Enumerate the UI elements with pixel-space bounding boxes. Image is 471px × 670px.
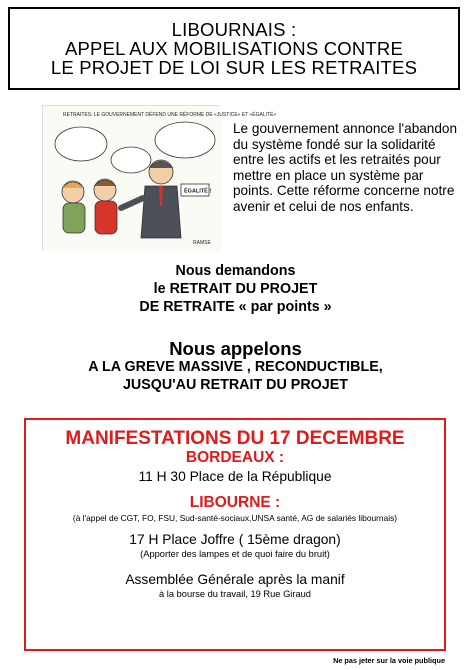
demand-line-3: DE RETRAITE « par points » [139, 299, 332, 315]
title-line-2: APPEL AUX MOBILISATIONS CONTRE [64, 38, 404, 59]
title-line-1: LIBOURNAIS : [171, 19, 297, 40]
cartoon-tag: ÉGALITÉ ! [184, 188, 212, 195]
cartoon-signature: RAMSE [193, 240, 211, 246]
cartoon-illustration [42, 105, 277, 250]
demand-block [0, 262, 471, 316]
libourne-detail: 17 H Place Joffre ( 15ème dragon) [129, 532, 341, 547]
libourne-unions: (à l'appel de CGT, FO, FSU, Sud-santé-sociaux,UNSA santé, AG de salariés libournais) [72, 513, 398, 523]
assembly-place: à la bourse du travail, 19 Rue Giraud [159, 589, 311, 599]
demand-line-2: le RETRAIT DU PROJET [153, 281, 318, 297]
city-libourne: LIBOURNE : [189, 494, 281, 511]
libourne-note: (Apporter des lampes et de quoi faire du bruit) [140, 549, 330, 559]
intro-paragraph: Le gouvernement annonce l'abandon du système fondé sur la solidarité entre les actifs et les retraités pour mettre en place un système par points. Cette réforme concerne notre avenir et celui de nos enfants. [233, 121, 458, 214]
title-box [8, 7, 460, 90]
call-line-2: JUSQU'AU RETRAIT DU PROJET [122, 376, 349, 393]
footer-note: Ne pas jeter sur la voie publique [333, 656, 445, 665]
call-heading: Nous appelons [169, 338, 302, 359]
call-line-1: A LA GREVE MASSIVE , RECONDUCTIBLE, [88, 359, 383, 375]
demand-line-1: Nous demandons [175, 263, 296, 279]
assembly-title: Assemblée Générale après la manif [125, 572, 345, 587]
bordeaux-detail: 11 H 30 Place de la République [138, 469, 332, 484]
manif-title: MANIFESTATIONS DU 17 DECEMBRE [65, 428, 405, 449]
city-bordeaux: BORDEAUX : [185, 449, 285, 466]
cartoon-caption: RETRAITES: LE GOUVERNEMENT DÉFEND UNE RÉFORME DE «JUSTICE» ET «ÉGALITÉ» [63, 112, 277, 118]
call-block [0, 339, 471, 394]
manifestations-box [24, 418, 446, 651]
title-line-3: LE PROJET DE LOI SUR LES RETRAITES [50, 57, 418, 78]
